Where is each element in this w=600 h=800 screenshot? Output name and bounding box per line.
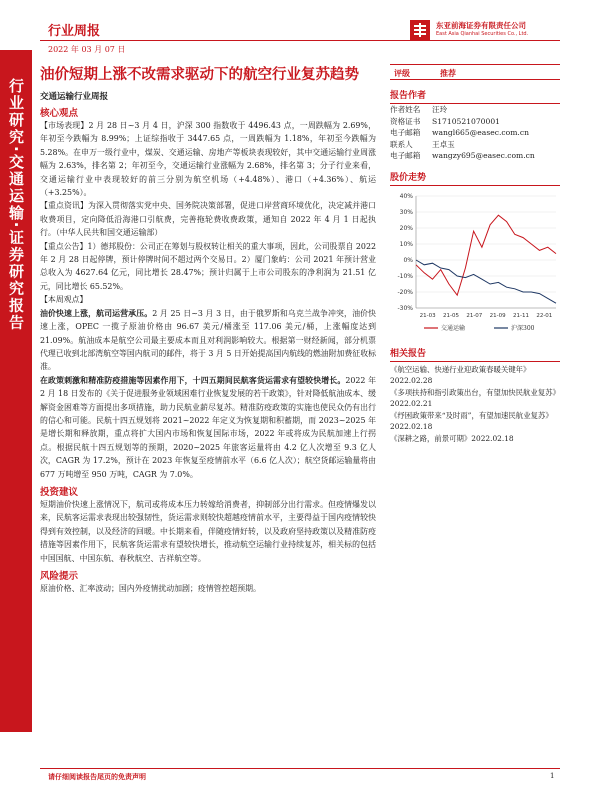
- policy-lead: 在政策刺激和精准防疫措施等因素作用下，十四五期间民航客货运需求有望较快增长。: [40, 375, 346, 385]
- market-performance-paragraph: 【市场表现】2 月 28 日~3 月 4 日，沪深 300 指数收于 4496.43 点，一周跌幅为 2.69%，年初至今跌幅为 8.99%；上证综指收于 3447.65 点，一周跌幅为 1.18%，年初至今跌幅为 5.28%。在申万一级行业中，煤炭、交通运输、房地产等板块表现较好，其中交通运输行业周涨幅为 2.63%，排名第 2；年初至今，交通运输行业涨幅为 2.68%，排名第 3；分子行业来看，交通运输行业中表现较好的前三分别为航空机场（+4.48%）、港口（+4.36%）、航运（+3.25%）。: [40, 121, 376, 198]
- core-views-heading: 核心观点: [40, 108, 79, 119]
- policy-paragraph: [40, 374, 376, 481]
- stock-trend-svg: [390, 190, 560, 338]
- chart-legend-label: 交通运输: [441, 324, 466, 332]
- author-row: [390, 104, 560, 116]
- author-key: 资格证书: [390, 116, 421, 126]
- related-heading: 相关报告: [390, 346, 560, 362]
- risk-heading: 风险提示: [40, 571, 79, 582]
- related-report-link[interactable]: 《多项扶持和指引政策出台，有望加快民航业复苏》2022.02.21: [390, 387, 560, 409]
- category-sidebar: [0, 50, 32, 732]
- chart-y-tick-label: -10%: [397, 272, 413, 280]
- rating-box: [390, 64, 560, 80]
- chart-y-tick-label: -20%: [397, 288, 413, 296]
- author-value: S1710521070001: [432, 116, 501, 126]
- chart-x-tick-label: 21-07: [466, 312, 483, 319]
- weekly-view-lead: 油价快速上涨，航司运营承压。: [40, 308, 153, 318]
- author-value: 王卓玉: [432, 139, 455, 149]
- rating-value: 推荐: [440, 68, 456, 78]
- chart-y-tick-label: 40%: [399, 192, 413, 200]
- sidebar-text: 行业研究·交通运输·证券研究报告: [7, 78, 25, 332]
- rating-label: 评级: [394, 68, 410, 78]
- chart-y-tick-label: 30%: [399, 208, 413, 216]
- key-announcement-paragraph: 【重点公告】1）德邦股份：公司正在筹划与股权转让相关的重大事项，因此，公司股票自 2022 年 2 月 28 日起停牌，预计停牌时间不超过两个交易日。2）厦门象屿：公司 2021 年预计营业总收入为 4627.64 亿元，同比增长 28.47%；预计归属于上市公司股东的净利润为 21.51 亿元，同比增长 65.52%。: [40, 241, 376, 291]
- author-row: [390, 116, 560, 128]
- report-date: 2022 年 03 月 07 日: [48, 45, 126, 54]
- header-divider: [40, 40, 560, 41]
- chart-x-tick-label: 21-03: [419, 312, 436, 319]
- investment-heading: 投资建议: [40, 486, 79, 498]
- author-email-link[interactable]: wangzy695@easec.com.cn: [432, 151, 535, 160]
- author-email-link[interactable]: wangl665@easec.com.cn: [432, 128, 529, 137]
- logo-icon: [408, 18, 432, 42]
- right-column: [390, 64, 560, 445]
- investment-paragraph: 短期油价快速上涨情况下，航司或将成本压力转嫁给消费者，抑制部分出行需求。但疫情爆发以来，民航客运需求表现出较强韧性，货运需求则较快超越疫情前水平，主要得益于国内疫情较快得到有效控制，以及经济的回暖。中长期来看，伴随疫情好转，以及政府坚持政策以及精准防疫措施等因素作用下，民航客货运需求有望较快增长，推动航空运输行业持续复苏，相关标的包括中国国航、中国东航、春秋航空、吉祥航空等。: [40, 499, 376, 563]
- company-logo: [408, 18, 568, 42]
- weekly-view-tag: 【本周观点】: [40, 295, 88, 305]
- chart-x-tick-label: 21-05: [443, 312, 459, 319]
- chart-series-line: [416, 215, 556, 295]
- logo-en-text: East Asia Qianhai Securities Co., Ltd.: [436, 31, 529, 37]
- related-report-link[interactable]: 《纾困政策带来“及时雨”，有望加速民航业复苏》2022.02.18: [390, 410, 553, 432]
- author-value: 汪玲: [432, 105, 448, 114]
- weekly-view-paragraph: [40, 307, 376, 374]
- chart-x-tick-label: 22-01: [536, 312, 553, 319]
- chart-heading: 股价走势: [390, 170, 560, 186]
- author-row: [390, 139, 560, 151]
- policy-body: 2022 年 2 月 18 日发布的《关于促进服务业领域困难行业恢复发展的若干政策》，针对降低航油成本、缓解资金困难等方面提出多项措施，助力民航业薪尽复苏。精准防疫政策的实施也使民众仍有出行的信心和可能。民航十四五规划将 2021~2022 年定义为恢复期和积蓄期，而 2023~2025 年是增长期和释放期，重点将扩大国内市场和恢复国际市场，2022 年或将成为民航加速上行拐点。根据民航十四五规划等的预期，2020~2025 年旅客运量将由 4.2 亿人次增至 9.3 亿人次，CAGR 为 17.2%，预计在 2023 年恢复至疫情前水平（6.6 亿人次）；航空货邮运输量将由 677 万吨增至 950 万吨，CAGR 为 7.0%。: [40, 375, 376, 479]
- main-column: [40, 64, 376, 595]
- author-heading: 报告作者: [390, 88, 560, 104]
- author-key: 电子邮箱: [390, 151, 421, 160]
- stock-trend-chart: [390, 190, 560, 338]
- chart-legend-label: 沪深300: [511, 324, 535, 332]
- chart-y-tick-label: 20%: [399, 224, 413, 232]
- disclaimer-note: 请仔细阅读报告尾页的免责声明: [48, 772, 146, 781]
- chart-y-tick-label: -30%: [397, 304, 413, 312]
- author-key: 联系人: [390, 139, 413, 149]
- related-list: [390, 364, 560, 445]
- author-list: [390, 104, 560, 162]
- report-subtitle: 交通运输行业周报: [40, 92, 109, 102]
- risk-paragraph: 原油价格、汇率波动；国内外疫情扰动加剧；疫情管控超预期。: [40, 584, 261, 593]
- weekly-view-body: 2 月 25 日~3 月 3 日，由于俄罗斯和乌克兰战争冲突，油价快速上涨，OPEC 一揽子原油价格由 96.67 美元/桶涨至 117.06 美元/桶，上涨幅度达到 21.09%。航油成本是航空公司最主要成本而且对利润影响较大。根据第一财经新闻，部分机票代理已收到北部湾航空等国内航司的邮件，将于 3 月 5 日开始提高国内航线的燃油附加费征收标准。: [40, 308, 376, 372]
- report-type-label: 行业周报: [48, 24, 101, 39]
- page-number: 1: [550, 772, 555, 780]
- report-title: 油价短期上涨不改需求驱动下的航空行业复苏趋势: [40, 67, 359, 83]
- author-row: [390, 150, 560, 162]
- chart-y-tick-label: 0%: [403, 256, 413, 264]
- logo-cn-text: 东亚前海证券有限责任公司: [436, 21, 526, 30]
- author-key: 作者姓名: [390, 105, 421, 114]
- author-row: [390, 127, 560, 139]
- author-key: 电子邮箱: [390, 128, 421, 137]
- chart-series-line: [416, 260, 556, 303]
- chart-y-tick-label: 10%: [399, 240, 413, 248]
- related-report-link[interactable]: 《航空运输、快递行业迎政策春暖关键年》2022.02.28: [390, 364, 531, 386]
- key-news-paragraph: 【重点资讯】为深入贯彻落实党中央、国务院决策部署，促进口岸营商环境优化，决定减并港口收费项目，定向降低沿海港口引航费，完善拖轮费收费政策，通知自 2022 年 4 月 1 日起执行。（中华人民共和国交通运输部）: [40, 201, 376, 238]
- chart-x-tick-label: 21-11: [513, 312, 529, 319]
- footer-divider: [40, 768, 560, 769]
- chart-x-tick-label: 21-09: [489, 312, 506, 319]
- related-report-link[interactable]: 《深耕之路，前景可期》2022.02.18: [390, 434, 514, 444]
